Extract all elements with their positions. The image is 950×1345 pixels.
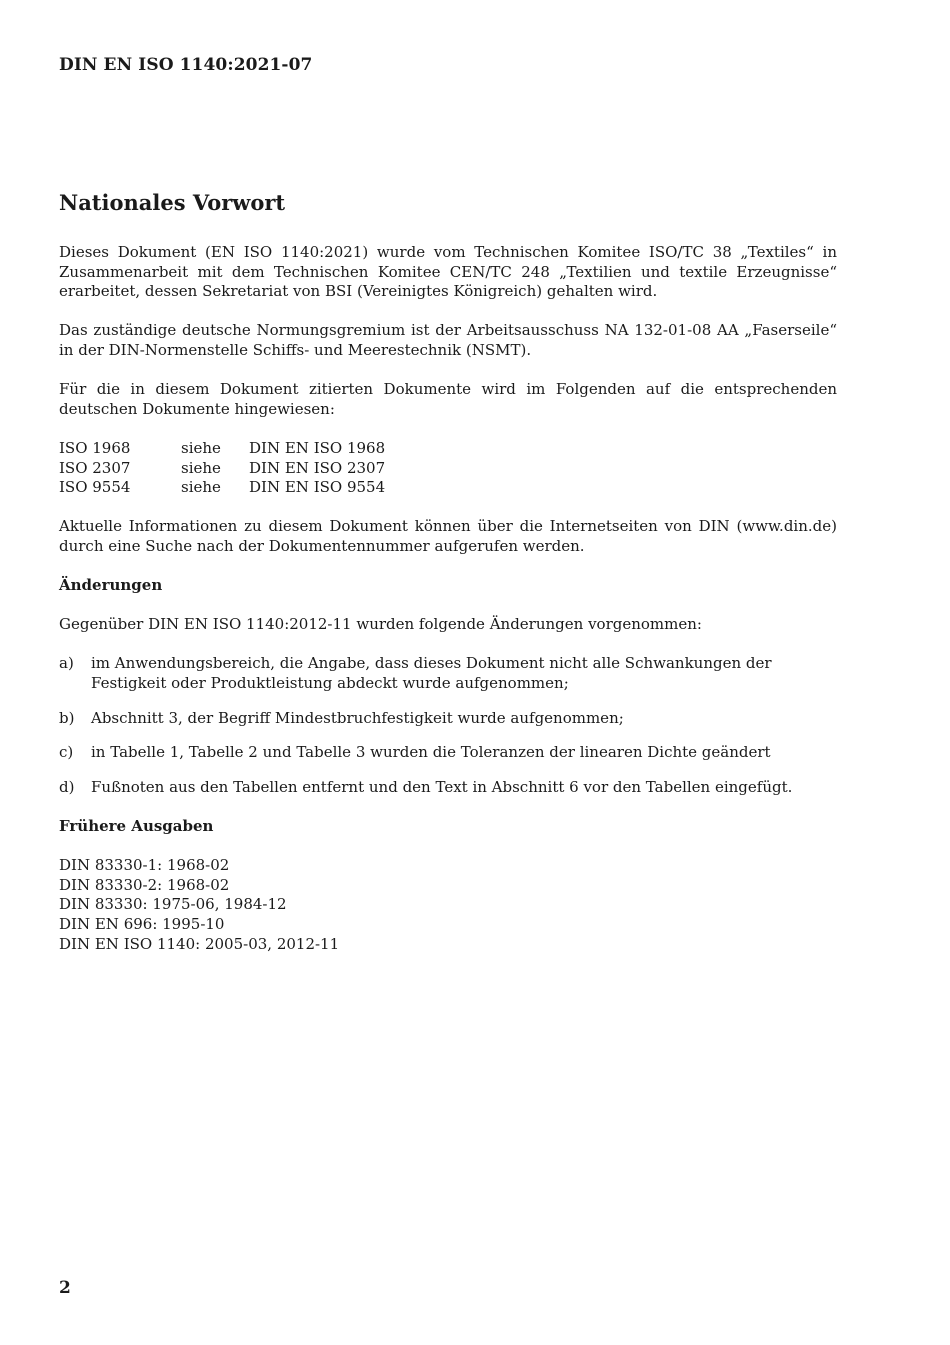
paragraph-info: Aktuelle Informationen zu diesem Dokument können über die Internetseiten von DIN (www.din.de) durch eine Suche nach der Dokumentennummer aufgerufen werden. [59, 517, 837, 555]
edition-item: DIN 83330-2: 1968-02 [59, 875, 230, 894]
paragraph-references-intro: Für die in diesem Dokument zitierten Dokumente wird im Folgenden auf die entsprechenden deutschen Dokumente hingewiesen: [59, 380, 837, 418]
edition-item: DIN EN 696: 1995-10 [59, 915, 225, 933]
reference-iso: ISO 9554 [59, 478, 131, 497]
list-item-text: Abschnitt 3, der Begriff Mindestbruchfestigkeit wurde aufgenommen; [91, 708, 624, 727]
reference-see: siehe [181, 458, 221, 477]
edition-item: DIN 83330: 1975-06, 1984-12 [59, 895, 287, 914]
table-row [59, 439, 385, 459]
page-number: 2 [59, 1278, 71, 1298]
reference-table [59, 439, 385, 498]
table-row [59, 478, 385, 498]
reference-see: siehe [181, 478, 221, 497]
list-item-label: d) [59, 777, 75, 796]
paragraph-committee: Dieses Dokument (EN ISO 1140:2021) wurde vom Technischen Komitee ISO/TC 38 „Textiles“ in Zusammenarbeit mit dem Technischen Komitee CEN/TC 248 „Textilien und textile Erzeugnisse“ erarbeitet, dessen Sekretariat von BSI (Vereinigtes Königreich) gehalten wird. [59, 243, 837, 301]
table-row [59, 459, 385, 479]
list-item-text: Fußnoten aus den Tabellen entfernt und den Text in Abschnitt 6 vor den Tabellen eingefügt. [91, 777, 793, 796]
section-title: Nationales Vorwort [59, 190, 286, 215]
reference-din: DIN EN ISO 9554 [249, 478, 386, 497]
list-item [59, 778, 837, 798]
changes-intro: Gegenüber DIN EN ISO 1140:2012-11 wurden folgende Änderungen vorgenommen: [59, 615, 702, 634]
changes-list [59, 654, 837, 797]
list-item-text: in Tabelle 1, Tabelle 2 und Tabelle 3 wurden die Toleranzen der linearen Dichte geändert [91, 743, 771, 762]
reference-iso: ISO 2307 [59, 458, 131, 477]
reference-din: DIN EN ISO 1968 [249, 438, 386, 457]
list-item [59, 709, 837, 729]
list-item-text: im Anwendungsbereich, die Angabe, dass dieses Dokument nicht alle Schwankungen der Festigkeit oder Produktleistung abdeckt wurde aufgenommen; [91, 654, 772, 693]
editions-list [59, 856, 837, 954]
edition-item: DIN 83330-1: 1968-02 [59, 856, 230, 875]
list-item-label: c) [59, 743, 74, 762]
list-item-label: a) [59, 654, 74, 673]
edition-item: DIN EN ISO 1140: 2005-03, 2012-11 [59, 934, 340, 953]
paragraph-responsible-body: Das zuständige deutsche Normungsgremium ist der Arbeitsausschuss NA 132-01-08 AA „Faserseile“ in der DIN-Normenstelle Schiffs- und Meerestechnik (NSMT). [59, 321, 837, 359]
document-header: DIN EN ISO 1140:2021-07 [59, 55, 313, 75]
list-item [59, 654, 837, 693]
reference-iso: ISO 1968 [59, 438, 131, 457]
main-content [59, 190, 837, 954]
list-item [59, 743, 837, 763]
reference-see: siehe [181, 438, 221, 457]
list-item-label: b) [59, 708, 75, 727]
editions-heading: Frühere Ausgaben [59, 817, 214, 836]
changes-heading: Änderungen [59, 576, 163, 595]
reference-din: DIN EN ISO 2307 [249, 458, 386, 477]
